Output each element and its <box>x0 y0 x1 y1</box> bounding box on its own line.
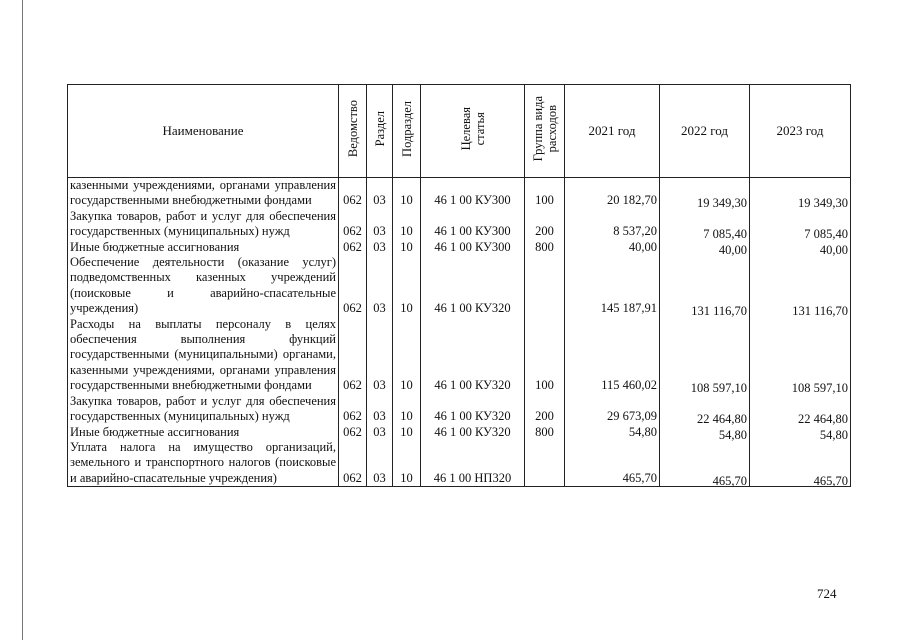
row-dept: 062 <box>339 255 367 317</box>
row-target: 46 1 00 КУ320 <box>421 425 525 440</box>
budget-table <box>67 84 851 487</box>
row-dept: 062 <box>339 178 367 209</box>
row-name: Иные бюджетные ассигнования <box>68 425 339 440</box>
row-section: 03 <box>367 394 393 425</box>
table-row <box>68 394 851 425</box>
row-group: 200 <box>525 209 565 240</box>
row-target: 46 1 00 НП320 <box>421 440 525 487</box>
row-group: 200 <box>525 394 565 425</box>
binding-margin-line <box>22 0 23 640</box>
row-2023: 7 085,40 <box>750 209 851 240</box>
row-section: 03 <box>367 317 393 394</box>
row-dept: 062 <box>339 425 367 440</box>
row-2021: 40,00 <box>565 240 660 255</box>
row-subsection: 10 <box>393 240 421 255</box>
row-2022: 22 464,80 <box>660 394 750 425</box>
row-target: 46 1 00 КУ320 <box>421 317 525 394</box>
row-section: 03 <box>367 440 393 487</box>
header-group: Группа вида расходов <box>525 85 565 178</box>
row-2023: 22 464,80 <box>750 394 851 425</box>
row-name: Расходы на выплаты персоналу в целях обеспечения выполнения функций государственными (муниципальными) органами, казенными учреждениями, органами управления государственными внебюджетными фондами <box>68 317 339 394</box>
row-dept: 062 <box>339 440 367 487</box>
header-2023: 2023 год <box>750 85 851 178</box>
row-target: 46 1 00 КУ320 <box>421 394 525 425</box>
row-dept: 062 <box>339 317 367 394</box>
row-subsection: 10 <box>393 178 421 209</box>
row-2021: 145 187,91 <box>565 255 660 317</box>
header-target: Целевая статья <box>421 85 525 178</box>
table-row <box>68 209 851 240</box>
row-2022: 19 349,30 <box>660 178 750 209</box>
row-target: 46 1 00 КУ320 <box>421 255 525 317</box>
header-subsection: Подраздел <box>393 85 421 178</box>
table-row <box>68 240 851 255</box>
row-name: Иные бюджетные ассигнования <box>68 240 339 255</box>
table-row <box>68 255 851 317</box>
row-section: 03 <box>367 209 393 240</box>
row-2023: 40,00 <box>750 240 851 255</box>
table-row <box>68 317 851 394</box>
row-group: 800 <box>525 425 565 440</box>
row-2023: 108 597,10 <box>750 317 851 394</box>
row-dept: 062 <box>339 394 367 425</box>
row-group: 100 <box>525 178 565 209</box>
row-target: 46 1 00 КУ300 <box>421 209 525 240</box>
row-2023: 54,80 <box>750 425 851 440</box>
row-group <box>525 440 565 487</box>
row-dept: 062 <box>339 240 367 255</box>
row-2022: 465,70 <box>660 440 750 487</box>
row-subsection: 10 <box>393 255 421 317</box>
row-2022: 7 085,40 <box>660 209 750 240</box>
header-dept: Ведомство <box>339 85 367 178</box>
row-2023: 131 116,70 <box>750 255 851 317</box>
row-subsection: 10 <box>393 317 421 394</box>
row-2021: 20 182,70 <box>565 178 660 209</box>
row-2021: 465,70 <box>565 440 660 487</box>
row-section: 03 <box>367 425 393 440</box>
row-2021: 29 673,09 <box>565 394 660 425</box>
table-header-row <box>68 85 851 178</box>
row-2022: 108 597,10 <box>660 317 750 394</box>
row-2021: 54,80 <box>565 425 660 440</box>
row-group <box>525 255 565 317</box>
header-name: Наименование <box>68 85 339 178</box>
row-2023: 465,70 <box>750 440 851 487</box>
row-name: Обеспечение деятельности (оказание услуг) подведомственных казенных учреждений (поисковые и аварийно-спасательные учреждения) <box>68 255 339 317</box>
row-dept: 062 <box>339 209 367 240</box>
table-row <box>68 178 851 209</box>
row-subsection: 10 <box>393 394 421 425</box>
row-2021: 8 537,20 <box>565 209 660 240</box>
row-subsection: 10 <box>393 209 421 240</box>
row-group: 100 <box>525 317 565 394</box>
header-section: Раздел <box>367 85 393 178</box>
header-2021: 2021 год <box>565 85 660 178</box>
row-name: казенными учреждениями, органами управления государственными внебюджетными фондами <box>68 178 339 209</box>
header-2022: 2022 год <box>660 85 750 178</box>
row-subsection: 10 <box>393 440 421 487</box>
row-target: 46 1 00 КУ300 <box>421 240 525 255</box>
row-group: 800 <box>525 240 565 255</box>
row-2023: 19 349,30 <box>750 178 851 209</box>
row-section: 03 <box>367 255 393 317</box>
row-section: 03 <box>367 178 393 209</box>
row-name: Закупка товаров, работ и услуг для обеспечения государственных (муниципальных) нужд <box>68 394 339 425</box>
row-section: 03 <box>367 240 393 255</box>
row-2022: 131 116,70 <box>660 255 750 317</box>
table-row <box>68 425 851 440</box>
row-name: Уплата налога на имущество организаций, земельного и транспортного налогов (поисковые и аварийно-спасательные учреждения) <box>68 440 339 487</box>
row-2022: 40,00 <box>660 240 750 255</box>
row-subsection: 10 <box>393 425 421 440</box>
table-row <box>68 440 851 487</box>
row-target: 46 1 00 КУ300 <box>421 178 525 209</box>
row-2022: 54,80 <box>660 425 750 440</box>
page-number: 724 <box>817 586 837 601</box>
budget-table-container <box>67 84 850 487</box>
row-name: Закупка товаров, работ и услуг для обеспечения государственных (муниципальных) нужд <box>68 209 339 240</box>
row-2021: 115 460,02 <box>565 317 660 394</box>
